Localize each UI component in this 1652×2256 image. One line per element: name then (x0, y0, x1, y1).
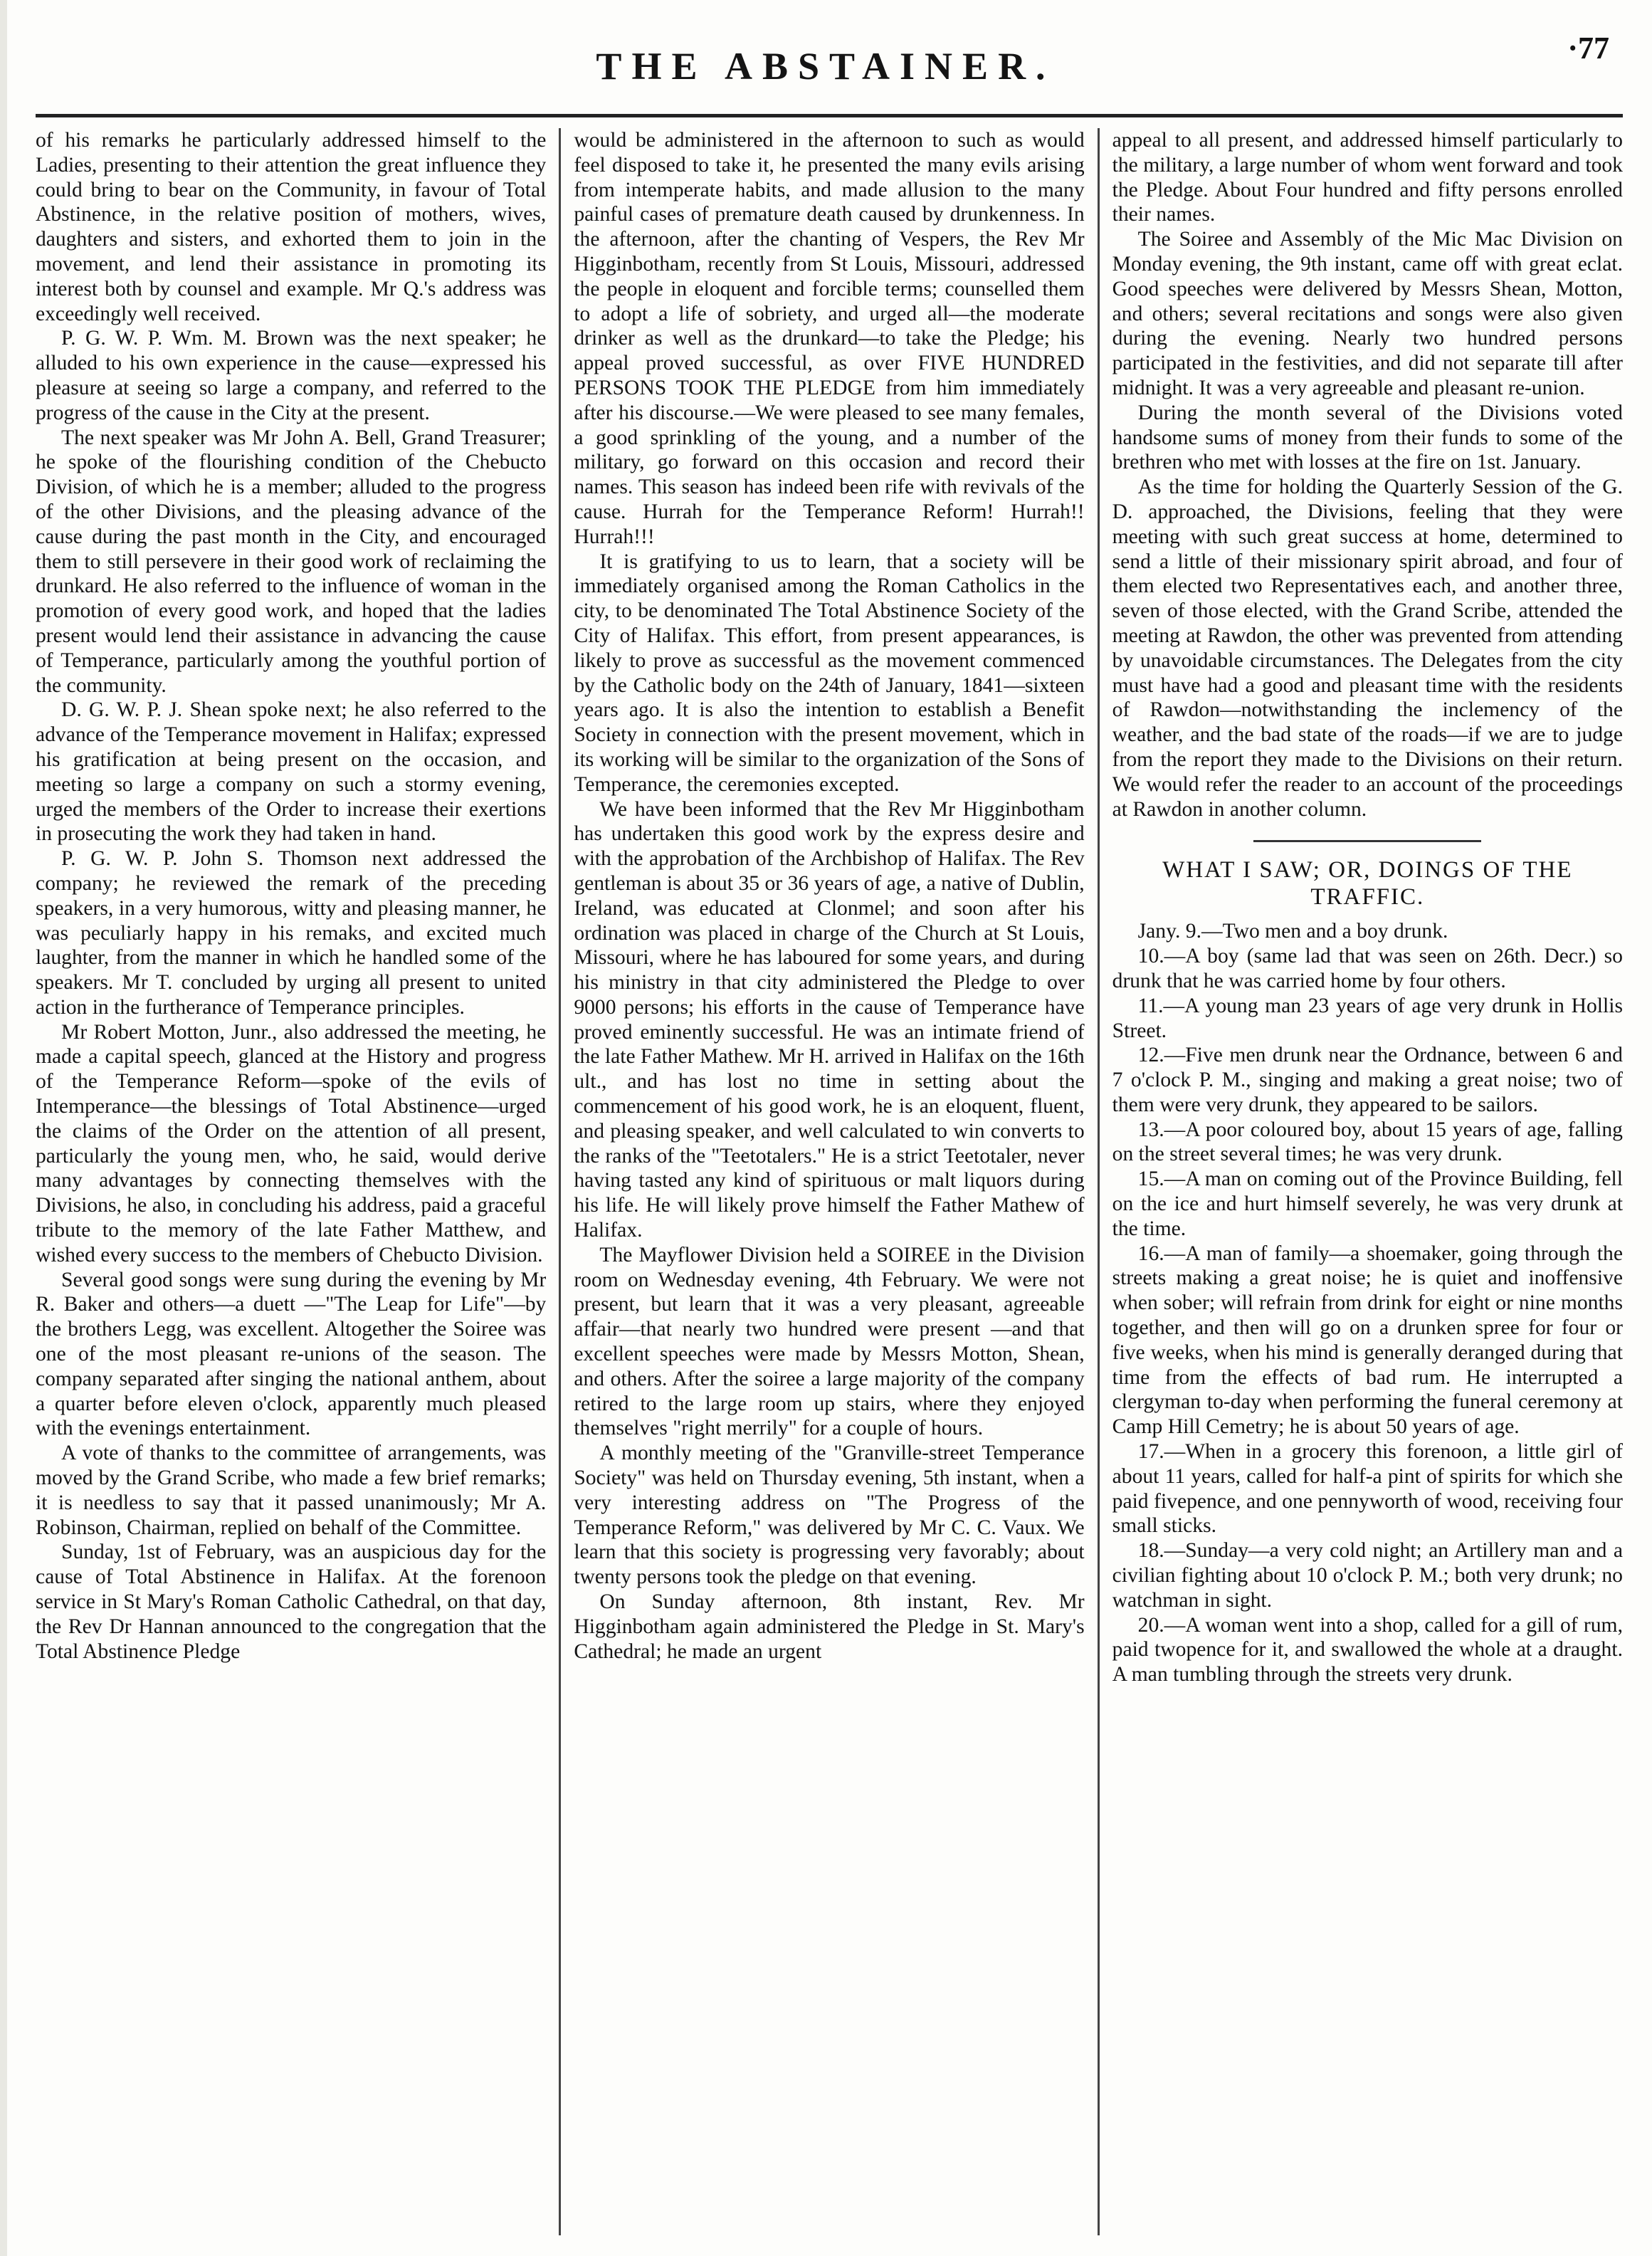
diary-entry: 18.—Sunday—a very cold night; an Artillery man and a civilian fighting about 10 o'clock P. M.; both very drunk; no watchman in sight. (1112, 1539, 1623, 1612)
paragraph: The next speaker was Mr John A. Bell, Grand Treasurer; he spoke of the flourishing condition of the Chebucto Division, of which he is a member; alluded to the progress of the other Divisions, and the pleasing advance of the cause during the past month in the City, and encouraged them to still persevere in their good work of reclaiming the drunkard. He also referred to the influence of woman in the promotion of every good work, and hoped that the ladies present would lend their assistance in advancing the cause of Temperance, particularly among the youthful portion of the community. (36, 426, 547, 697)
paragraph: We have been informed that the Rev Mr Higginbotham has undertaken this good work by the express desire and with the approbation of the Archbishop of Halifax. The Rev gentleman is about 35 or 36 years of age, a native of Dublin, Ireland, was educated at Clonmel; and soon after his ordination was placed in charge of the Church at St Louis, Missouri, where he has laboured for some years, and during his ministry in that city administered the Pledge to over 9000 persons; his efforts in the cause of Temperance have proved eminently successful. He was an intimate friend of the late Father Mathew. Mr H. arrived in Halifax on the 16th ult., and has lost no time in setting about the commencement of his good work, he is an eloquent, fluent, and pleasing speaker, and well calculated to win converts to the ranks of the "Teetotalers." He is a strict Teetotaler, never having tasted any kind of spirituous or malt liquors during his life. He will likely prove himself the Father Mathew of Halifax. (574, 797, 1085, 1242)
paragraph: of his remarks he particularly addressed himself to the Ladies, presenting to their attention the great influence they could bring to bear on the Community, in favour of Total Abstinence, in the relative position of mothers, wives, daughters and sisters, and exhorted them to join in the movement, and lend their assistance in promoting its interest both by counsel and example. Mr Q.'s address was exceedingly well received. (36, 129, 547, 325)
diary-entry: 16.—A man of family—a shoemaker, going through the streets making a great noise; he is quiet and inoffensive when sober; will refrain from drink for eight or nine months together, and then will go on a drunken spree for four or five weeks, when his mind is generally deranged during that time from the effects of bad rum. He interrupted a clergyman to-day when performing the funeral ceremony at Camp Hill Cemetry; he is about 50 years of age. (1112, 1242, 1623, 1439)
diary-entry: 17.—When in a grocery this forenoon, a little girl of about 11 years, called for half-a pint of spirits for which she paid fivepence, and one pennyworth of wood, receiving four small sticks. (1112, 1440, 1623, 1538)
diary-entry: 20.—A woman went into a shop, called for a gill of rum, paid twopence for it, and swallowed the whole at a draught. A man tumbling through the streets very drunk. (1112, 1613, 1623, 1686)
paragraph: The Soiree and Assembly of the Mic Mac Division on Monday evening, the 9th instant, came off with great eclat. Good speeches were delivered by Messrs Shean, Motton, and others; several recitations and songs were also given during the evening. Nearly two hundred persons participated in the festivities, and did not separate till after midnight. It was a very agreeable and pleasant re-union. (1112, 228, 1623, 399)
column-divider (1098, 128, 1100, 2235)
diary-entry: Jany. 9.—Two men and a boy drunk. (1137, 920, 1448, 943)
paragraph: As the time for holding the Quarterly Session of the G. D. approached, the Divisions, feeling that they were meeting with such great success at home, determined to send a little of their missionary spirit abroad, and four of them elected two Representatives each, and another three, seven of those elected, with the Grand Scribe, attended the meeting at Rawdon, the other was prevented from attending by unavoidable circumstances. The Delegates from the city must have had a good and pleasant time with the residents of Rawdon—notwithstanding the inclemency of the weather, and the bad state of the roads—if we are to judge from the report they made to the Divisions on their return. We would refer the reader to an account of the proceedings at Rawdon in another column. (1112, 476, 1623, 821)
diary-entry: 15.—A man on coming out of the Province Building, fell on the ice and hurt himself severely, he was very drunk at the time. (1112, 1168, 1623, 1240)
page-number: ·77 (1567, 31, 1609, 65)
paragraph: On Sunday afternoon, 8th instant, Rev. Mr Higginbotham again administered the Pledge in St. Mary's Cathedral; he made an urgent (574, 1590, 1085, 1663)
paragraph: Mr Robert Motton, Junr., also addressed the meeting, he made a capital speech, glanced at the History and progress of the Temperance Reform—spoke of the evils of Intemperance—the blessings of Total Abstinence—urged the claims of the Order on the attention of all present, particularly the young men, who, he said, would derive many advantages by connecting themselves with the Divisions, he also, in concluding his address, paid a graceful tribute to the memory of the late Father Matthew, and wished every success to the members of Chebucto Division. (36, 1020, 547, 1266)
paragraph: Sunday, 1st of February, was an auspicious day for the cause of Total Abstinence in Halifax. At the forenoon service in St Mary's Roman Catholic Cathedral, on that day, the Rev Dr Hannan announced to the congregation that the Total Abstinence Pledge (36, 1541, 547, 1663)
diary-entry: 12.—Five men drunk near the Ordnance, between 6 and 7 o'clock P. M., singing and making a great noise; two of them were very drunk, they appeared to be sailors. (1112, 1044, 1623, 1116)
header-rule (36, 114, 1623, 117)
paragraph: D. G. W. P. J. Shean spoke next; he also referred to the advance of the Temperance movement in Halifax; expressed his gratification at being present on the occasion, and meeting so large a company on such a stormy evening, urged the members of the Order to increase their exertions in prosecuting the work they had taken in hand. (36, 698, 547, 846)
paragraph: During the month several of the Divisions voted handsome sums of money from their funds to some of the brethren who met with losses at the fire on 1st. January. (1112, 401, 1623, 474)
paragraph: P. G. W. P. John S. Thomson next addressed the company; he reviewed the remark of the preceding speakers, in a very humorous, witty and pleasing manner, he was peculiarly happy in his remaks, and excited much laughter, from the manner in which he handled some of the speakers. Mr T. concluded by urging all present to united action in the furtherance of Temperance principles. (36, 847, 547, 1019)
diary-entry: 13.—A poor coloured boy, about 15 years of age, falling on the street several times; he was very drunk. (1112, 1118, 1623, 1166)
page-edge (0, 0, 7, 2256)
paragraph: The Mayflower Division held a SOIREE in the Division room on Wednesday evening, 4th February. We were not present, but learn that it was a very pleasant, agreeable affair—that nearly two hundred were present —and that excellent speeches were made by Messrs Motton, Shean, and others. After the soiree a large majority of the company retired to the large room up stairs, where they enjoyed themselves "right merrily" for a couple of hours. (574, 1243, 1085, 1440)
column-3 (1112, 128, 1623, 2235)
article-columns (36, 128, 1623, 2235)
diary-entry: 10.—A boy (same lad that was seen on 26th. Decr.) so drunk that he was carried home by four others. (1112, 945, 1623, 992)
paragraph: It is gratifying to us to learn, that a society will be immediately organised among the Roman Catholics in the city, to be denominated The Total Abstinence Society of the City of Halifax. This effort, from present appearances, is likely to prove as successful as the movement commenced by the Catholic body on the 24th of January, 1841—sixteen years ago. It is also the intention to establish a Benefit Society in connection with the present movement, which in its working will be similar to the organization of the Sons of Temperance, the ceremonies excepted. (574, 550, 1085, 796)
section-title: WHAT I SAW; OR, DOINGS OF THE TRAFFIC. (1162, 857, 1573, 911)
paragraph: A monthly meeting of the "Granville-street Temperance Society" was held on Thursday evening, 5th instant, when a very interesting address on "The Progress of the Temperance Reform," was delivered by Mr C. C. Vaux. We learn that this society is progressing very favorably; about twenty persons took the pledge on that evening. (574, 1442, 1085, 1589)
section-rule (1253, 840, 1481, 842)
paragraph: would be administered in the afternoon to such as would feel disposed to take it, he presented the many evils arising from intemperate habits, and made allusion to the many painful cases of premature death caused by drunkenness. In the afternoon, after the chanting of Vespers, the Rev Mr Higginbotham, recently from St Louis, Missouri, addressed the people in eloquent and forcible terms; counselled them to adopt a life of sobriety, and urged all—the moderate drinker as well as the drunkard—to take the Pledge; his appeal proved successful, as over FIVE HUNDRED PERSONS TOOK THE PLEDGE from him immediately after his discourse.—We were pleased to see many females, a good sprinkling of the young, and a number of the military, go forward on this occasion and record their names. This season has indeed been rife with revivals of the cause. Hurrah for the Temperance Reform! Hurrah!! Hurrah!!! (574, 129, 1085, 548)
paragraph: P. G. W. P. Wm. M. Brown was the next speaker; he alluded to his own experience in the cause—expressed his pleasure at seeing so large a company, and referred to the progress of the cause in the City at the present. (36, 327, 547, 424)
paragraph: appeal to all present, and addressed himself particularly to the military, a large number of whom went forward and took the Pledge. About Four hundred and fifty persons enrolled their names. (1112, 129, 1623, 226)
column-1 (36, 128, 546, 2235)
diary-entry: 11.—A young man 23 years of age very drunk in Hollis Street. (1112, 994, 1623, 1042)
page-number-value: 77 (1578, 31, 1609, 65)
page-header (0, 0, 1652, 114)
masthead-title: THE ABSTAINER. (596, 45, 1056, 88)
paragraph: A vote of thanks to the committee of arrangements, was moved by the Grand Scribe, who made a few brief remarks; it is needless to say that it passed unanimously; Mr A. Robinson, Chairman, replied on behalf of the Committee. (36, 1442, 547, 1539)
column-2 (574, 128, 1084, 2235)
paragraph: Several good songs were sung during the evening by Mr R. Baker and others—a duett —"The Leap for Life"—by the brothers Legg, was excellent. Altogether the Soiree was one of the most pleasant re-unions of the season. The company separated after singing the national anthem, about a quarter before eleven o'clock, apparently much pleased with the evenings entertainment. (36, 1268, 547, 1440)
column-divider (559, 128, 561, 2235)
